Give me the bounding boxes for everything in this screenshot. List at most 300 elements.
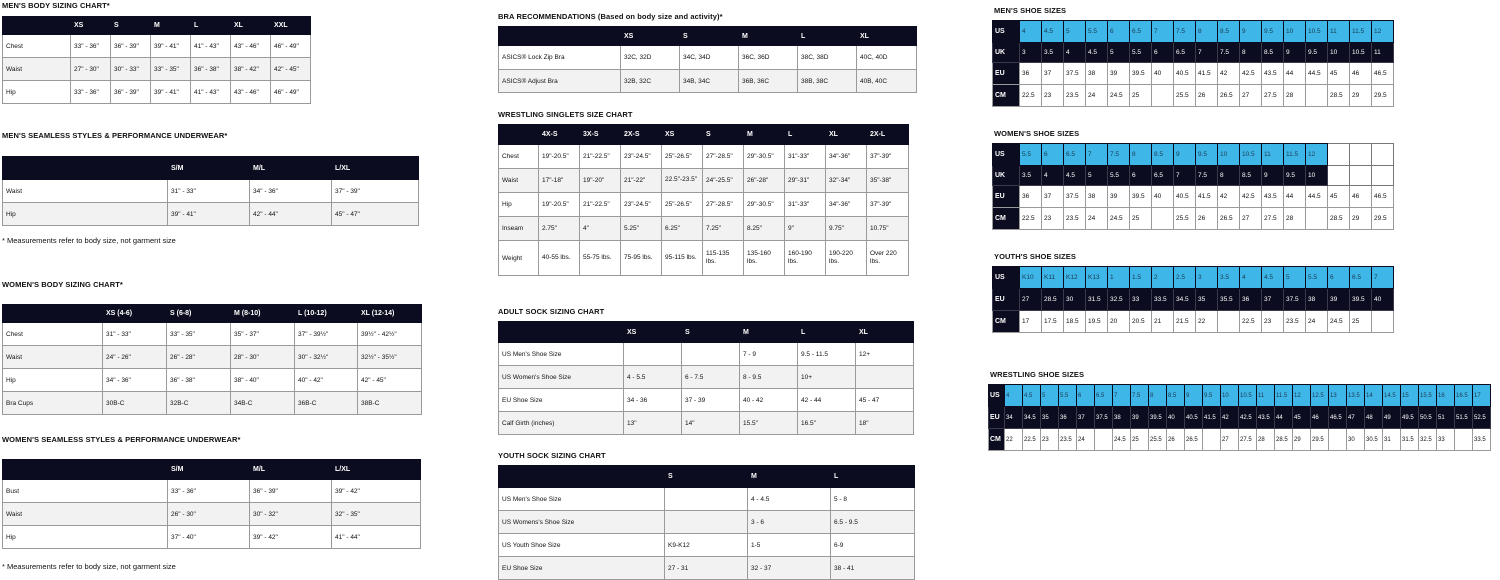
row-label: Chest [499,145,539,169]
table-cell: 95-115 lbs. [662,241,703,276]
size-cell: 27 [1221,429,1239,451]
size-row-cm [993,208,1394,230]
size-cell: 5 [1108,43,1130,63]
size-cell: 6 [1130,166,1152,186]
table-row [499,241,909,276]
column-header: M/L [250,157,332,180]
column-header: L [798,27,857,46]
size-cell: 19.5 [1086,311,1108,333]
womens-body-table [2,304,422,415]
womens-shoe-title: WOMEN'S SHOE SIZES [994,129,1080,138]
size-row-eu [993,289,1394,311]
table-row [3,58,311,81]
size-cell: 27.5 [1262,85,1284,107]
adult-sock-table [498,321,914,435]
row-label: Weight [499,241,539,276]
size-system-label: US [989,385,1005,407]
column-header: XL [231,17,271,35]
table-cell: 39" - 41" [168,203,250,226]
size-row-uk [993,166,1394,186]
size-cell: 9.5 [1196,144,1218,166]
size-cell: 35 [1041,407,1059,429]
size-cell: 6.5 [1095,385,1113,407]
size-cell: 43.5 [1262,63,1284,85]
column-header: S [665,466,748,488]
size-cell: 17.5 [1042,311,1064,333]
table-cell: 34C, 34D [680,46,739,70]
table-cell: 37" - 39½" [295,323,358,346]
table-cell: 43" - 46" [231,81,271,104]
row-label: Inseam [499,217,539,241]
column-header [499,125,539,145]
youth-shoe-table [992,266,1394,333]
size-cell: 39 [1108,186,1130,208]
table-cell: 40B, 40C [857,70,917,93]
size-row-uk [993,43,1394,63]
size-row-us [993,144,1394,166]
size-cell: 3 [1196,267,1218,289]
size-cell: 41.5 [1196,63,1218,85]
table-row [499,169,909,193]
womens-body-title: WOMEN'S BODY SIZING CHART* [2,280,123,289]
size-cell: 28.5 [1042,289,1064,311]
size-cell [1328,166,1350,186]
table-row [499,534,915,557]
row-label: ASICS® Adjust Bra [499,70,621,93]
table-cell: 21"-22.5" [580,145,621,169]
table-cell: 39" - 41" [151,81,191,104]
table-cell: 115-135 lbs. [703,241,744,276]
table-row [3,526,421,549]
table-cell: 10+ [798,366,856,389]
size-cell: 39.5 [1130,186,1152,208]
size-cell: 15 [1401,385,1419,407]
size-cell: 26 [1167,429,1185,451]
size-cell: 5.5 [1130,43,1152,63]
table-cell: 40C, 40D [857,46,917,70]
size-cell: 17 [1020,311,1042,333]
size-cell: 3 [1020,43,1042,63]
size-cell: 6.5 [1130,21,1152,43]
size-cell: 10 [1218,144,1240,166]
column-header: XS [621,27,680,46]
size-cell: 8 [1240,43,1262,63]
size-cell: 11.5 [1275,385,1293,407]
header-row [3,157,419,180]
size-system-label: CM [993,208,1020,230]
size-cell: 20.5 [1130,311,1152,333]
table-cell: 38" - 42" [231,58,271,81]
size-cell: 51 [1437,407,1455,429]
table-cell: 1-5 [748,534,831,557]
table-cell: 45 - 47 [856,389,914,412]
size-cell: 45 [1328,63,1350,85]
size-system-label: US [993,144,1020,166]
size-system-label: UK [993,166,1020,186]
size-cell: 4 [1042,166,1064,186]
table-row [499,145,909,169]
table-cell [682,343,740,366]
table-cell: 30" - 32½" [295,346,358,369]
size-cell: 35.5 [1218,289,1240,311]
size-row-us [993,267,1394,289]
table-cell: 25"-26.5" [662,145,703,169]
size-cell: 1.5 [1130,267,1152,289]
mens-seamless-table [2,156,419,226]
size-cell: 43.5 [1262,186,1284,208]
size-cell: 37 [1042,63,1064,85]
size-cell: 38 [1086,186,1108,208]
table-cell: 4" [580,217,621,241]
size-cell: 13 [1329,385,1347,407]
size-cell: 38 [1086,63,1108,85]
table-row [499,343,914,366]
table-cell: 36B-C [295,392,358,415]
size-row-cm [993,311,1394,333]
header-row [499,466,915,488]
size-cell: 14.5 [1383,385,1401,407]
wrestling-shoe-table [988,384,1491,451]
size-cell: 46 [1350,63,1372,85]
size-cell: 4 [1005,385,1023,407]
size-cell: 22.5 [1023,429,1041,451]
table-cell: 34B, 34C [680,70,739,93]
table-row [499,217,909,241]
size-cell: 8.5 [1167,385,1185,407]
size-cell: 48 [1365,407,1383,429]
table-cell: 46" - 49" [271,81,311,104]
size-cell: 25.5 [1174,208,1196,230]
column-header: M [740,322,798,343]
size-row-eu [993,186,1394,208]
size-cell: 21.5 [1174,311,1196,333]
size-cell: 39.5 [1149,407,1167,429]
size-cell [1152,208,1174,230]
size-cell: 37.5 [1064,186,1086,208]
table-cell: 41" - 44" [332,526,421,549]
size-cell: 24 [1086,208,1108,230]
size-cell: 22.5 [1240,311,1262,333]
size-cell: 23 [1042,208,1064,230]
size-cell [1455,429,1473,451]
size-cell [1095,429,1113,451]
table-cell: 18" [856,412,914,435]
size-cell: 29 [1350,208,1372,230]
size-cell: 37.5 [1095,407,1113,429]
size-cell: 5 [1086,166,1108,186]
table-cell: 34B-C [231,392,295,415]
table-cell: 33" - 35" [151,58,191,81]
row-label: Calf Girth (inches) [499,412,624,435]
table-cell: 27"-28.5" [703,145,744,169]
size-system-label: EU [993,63,1020,85]
table-cell: 5 - 8 [831,488,915,511]
size-cell: 4 [1240,267,1262,289]
column-header: M [744,125,785,145]
size-cell: 5 [1064,21,1086,43]
size-cell: 42 [1218,186,1240,208]
size-cell: 4.5 [1086,43,1108,63]
size-cell: 40 [1152,186,1174,208]
column-header: XL [856,322,914,343]
table-cell: 35"-38" [867,169,909,193]
size-row-eu [993,63,1394,85]
table-cell: 32C, 32D [621,46,680,70]
table-row [499,366,914,389]
table-row [3,323,422,346]
size-cell: 2 [1152,267,1174,289]
column-header: XXL [271,17,311,35]
table-cell: 19"-20.5" [539,193,580,217]
table-cell: 32"-34" [826,169,867,193]
size-cell: 30 [1347,429,1365,451]
row-label: Waist [3,346,103,369]
size-cell: 42.5 [1239,407,1257,429]
size-cell: 16.5 [1455,385,1473,407]
table-cell: 15.5" [740,412,798,435]
table-cell: 39" - 42" [250,526,332,549]
table-cell: 36" - 38" [167,369,231,392]
table-row [499,46,917,70]
size-cell: 2.5 [1174,267,1196,289]
column-header: M [739,27,798,46]
table-cell: 30" - 33" [111,58,151,81]
table-cell: 32 - 37 [748,557,831,580]
size-cell: 40 [1372,289,1394,311]
size-cell: 3.5 [1218,267,1240,289]
table-cell: 2.75" [539,217,580,241]
row-label: EU Shoe Size [499,557,665,580]
table-cell: 8 - 9.5 [740,366,798,389]
size-cell: 34.5 [1023,407,1041,429]
size-cell: 45 [1293,407,1311,429]
womens-seamless-table [2,459,421,549]
column-header: M [151,17,191,35]
youth-sock-title: YOUTH SOCK SIZING CHART [498,451,606,460]
column-header: XL [826,125,867,145]
size-cell: 28.5 [1328,208,1350,230]
table-cell: 9.5 - 11.5 [798,343,856,366]
row-label: Waist [3,58,71,81]
row-label: Hip [3,369,103,392]
size-cell: 25 [1131,429,1149,451]
size-cell: 4 [1020,21,1042,43]
table-row [3,203,419,226]
column-header: S [680,27,739,46]
size-cell: 5 [1041,385,1059,407]
column-header: XS [662,125,703,145]
size-cell: 34.5 [1174,289,1196,311]
size-cell: 25 [1130,85,1152,107]
size-cell: 42.5 [1240,63,1262,85]
size-cell: 29.5 [1372,85,1394,107]
size-cell: 5.5 [1059,385,1077,407]
column-header: XS [624,322,682,343]
size-cell: 11.5 [1350,21,1372,43]
size-cell: 25 [1130,208,1152,230]
column-header [3,157,168,180]
table-row [499,412,914,435]
size-cell [1306,208,1328,230]
size-cell: 40 [1167,407,1185,429]
table-cell: Over 220 lbs. [867,241,909,276]
table-cell: 42 - 44 [798,389,856,412]
row-label: ASICS® Lock Zip Bra [499,46,621,70]
size-cell: 27.5 [1239,429,1257,451]
table-cell: 33" - 36" [71,35,111,58]
size-cell: 36 [1020,186,1042,208]
size-cell: 32.5 [1108,289,1130,311]
size-cell: 5 [1284,267,1306,289]
size-cell: 4.5 [1064,166,1086,186]
size-cell: 29 [1350,85,1372,107]
table-cell: 6.25" [662,217,703,241]
table-cell: 23"-24.5" [621,193,662,217]
size-cell: 8.5 [1240,166,1262,186]
size-cell: 6 [1042,144,1064,166]
size-cell [1152,85,1174,107]
size-cell: 26.5 [1218,85,1240,107]
table-cell: 3 - 6 [748,511,831,534]
size-cell: 37.5 [1284,289,1306,311]
table-cell: 22.5"-23.5" [662,169,703,193]
table-cell: 190-220 lbs. [826,241,867,276]
size-cell: 14 [1365,385,1383,407]
table-cell: 27 - 31 [665,557,748,580]
table-cell: 6.5 - 9.5 [831,511,915,534]
size-cell: 22 [1196,311,1218,333]
table-cell: 38 - 41 [831,557,915,580]
row-label: Waist [499,169,539,193]
size-cell [1372,311,1394,333]
size-cell: 27 [1240,208,1262,230]
table-cell [624,343,682,366]
row-label: Hip [3,81,71,104]
table-row [3,35,311,58]
header-row [3,17,311,35]
size-cell: 7 [1174,166,1196,186]
size-row-cm [993,85,1394,107]
column-header: S (6-8) [167,305,231,323]
size-cell: 33 [1130,289,1152,311]
size-cell: 4 [1064,43,1086,63]
size-cell [1203,429,1221,451]
size-cell: 8.5 [1218,21,1240,43]
size-cell: 11 [1328,21,1350,43]
size-cell: 41.5 [1203,407,1221,429]
table-cell: 41" - 43" [191,81,231,104]
size-cell: 37 [1042,186,1064,208]
size-row-eu [989,407,1491,429]
table-cell: 34"-36" [826,145,867,169]
column-header: L/XL [332,460,421,480]
size-cell: 6.5 [1174,43,1196,63]
column-header [3,17,71,35]
size-cell: 28 [1284,208,1306,230]
table-cell: 41" - 43" [191,35,231,58]
table-cell: 34" - 36" [103,369,167,392]
size-cell: 9 [1240,21,1262,43]
size-cell: 9.5 [1284,166,1306,186]
womens-shoe-table [992,143,1394,230]
size-cell: 13.5 [1347,385,1365,407]
table-row [3,81,311,104]
table-cell: 40-55 lbs. [539,241,580,276]
table-cell: 13" [624,412,682,435]
size-cell: 38 [1306,289,1328,311]
column-header: XS (4-6) [103,305,167,323]
size-cell: 6 [1077,385,1095,407]
size-cell: 5.5 [1108,166,1130,186]
size-cell: 21 [1152,311,1174,333]
size-cell: 25.5 [1174,85,1196,107]
size-cell: 28.5 [1275,429,1293,451]
size-row-us [989,385,1491,407]
table-cell: 34" - 36" [250,180,332,203]
size-cell: 9 [1284,43,1306,63]
table-cell: 36" - 38" [191,58,231,81]
table-cell: 30B-C [103,392,167,415]
size-cell: 10.5 [1239,385,1257,407]
size-cell: K10 [1020,267,1042,289]
size-cell: 24 [1077,429,1095,451]
column-header: S [111,17,151,35]
size-cell: 27 [1020,289,1042,311]
table-cell: 7 - 9 [740,343,798,366]
size-cell: 28 [1284,85,1306,107]
table-cell: 25"-26.5" [662,193,703,217]
table-cell: 32B, 32C [621,70,680,93]
size-cell: 22.5 [1020,208,1042,230]
womens-seamless-title: WOMEN'S SEAMLESS STYLES & PERFORMANCE UNDERWEAR* [2,435,241,444]
size-cell: 8.5 [1152,144,1174,166]
header-row [3,460,421,480]
size-cell: 9 [1262,166,1284,186]
column-header: L [798,322,856,343]
mens-seamless-title: MEN'S SEAMLESS STYLES & PERFORMANCE UNDERWEAR* [2,131,228,140]
size-cell: 7.5 [1218,43,1240,63]
row-label: Bust [3,480,168,503]
size-cell: 35 [1196,289,1218,311]
size-cell: 24.5 [1328,311,1350,333]
size-cell: 49 [1383,407,1401,429]
row-label: US Youth Shoe Size [499,534,665,557]
size-cell [1350,166,1372,186]
table-cell: 26" - 30" [168,503,250,526]
size-cell: 47 [1347,407,1365,429]
size-cell: 23.5 [1059,429,1077,451]
row-label: US Men's Shoe Size [499,343,624,366]
row-label: Chest [3,323,103,346]
size-cell: 28 [1257,429,1275,451]
size-cell: 6.5 [1152,166,1174,186]
size-cell: 29.5 [1311,429,1329,451]
column-header: S [682,322,740,343]
size-cell: 50.5 [1419,407,1437,429]
column-header: M [748,466,831,488]
table-cell: 24"-25.5" [703,169,744,193]
column-header: 2X-S [621,125,662,145]
size-cell: 6 [1328,267,1350,289]
table-cell: 10.75" [867,217,909,241]
singlets-title: WRESTLING SINGLETS SIZE CHART [498,110,633,119]
column-header: L [191,17,231,35]
table-cell: 5.25" [621,217,662,241]
row-label: Hip [3,203,168,226]
size-cell: 44.5 [1306,186,1328,208]
table-cell: K9-K12 [665,534,748,557]
size-cell: 23 [1262,311,1284,333]
